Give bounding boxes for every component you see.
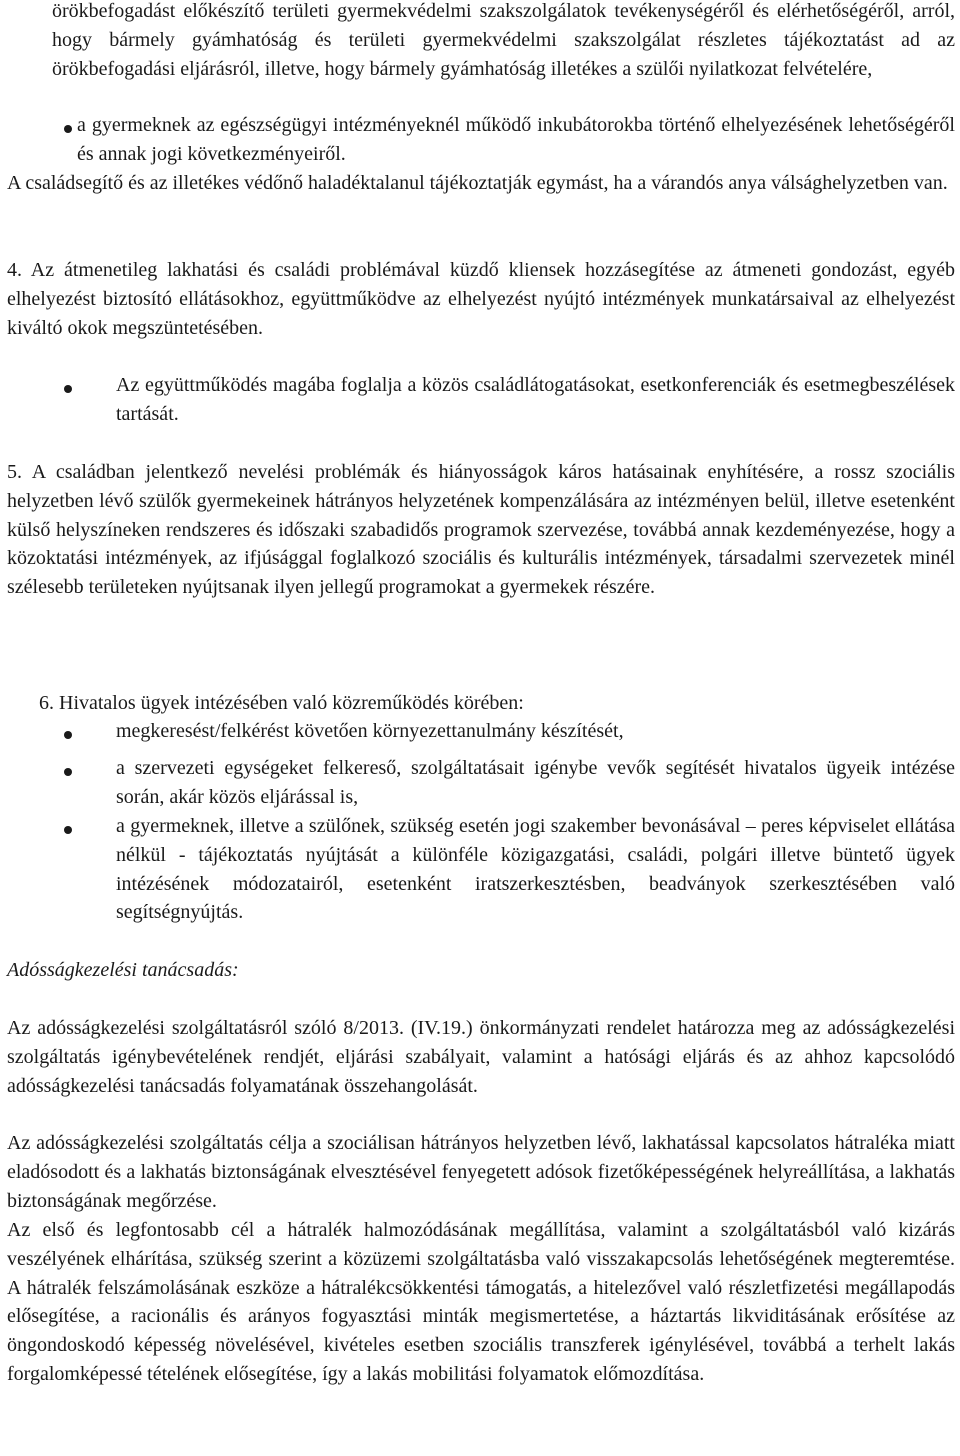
item-6-heading: 6. Hivatalos ügyek intézésében való közreműködés körében: [39, 692, 524, 714]
bullet-dot-icon [64, 731, 72, 739]
debt-paragraph-2: Az adósságkezelési szolgáltatás célja a szociálisan hátrányos helyzetben lévő, lakhatással kapcsolatos hátraléka miatt eladósodott és a lakhatás biztonságának elvesztésével fenyegetett adósok fizetőképességének helyreállítása, a lakhatás biztonságának megőrzése. [7, 1132, 955, 1212]
intro-bullet-item: a gyermeknek az egészségügyi intézményeknél működő inkubátorokba történő elhelyezésének lehetőségéről és annak jogi következményeiről. [77, 114, 955, 165]
item-5-paragraph: 5. A családban jelentkező nevelési problémák és hiányosságok káros hatásainak enyhítésére, a rossz szociális helyzetben lévő szülők gyermekeinek hátrányos helyzetének kompenzálására az intézményen belül, illetve esetenként külső helyszíneken rendszeres és időszaki szabadidős programok szervezése, továbbá annak kezdeményezése, hogy a közoktatási intézmények, az ifjúsággal foglalkozó szociális és kulturális intézmények, társadalmi szervezetek minél szélesebb területeken nyújtsanak ilyen jellegű programokat a gyermekek részére. [7, 461, 955, 599]
intro-continuation-paragraph: örökbefogadást előkészítő területi gyermekvédelmi szakszolgálatok tevékenységéről és elérhetőségéről, arról, hogy bármely gyámhatóság és területi gyermekvédelmi szakszolgálat részletes tájékoztatást ad az örökbefogadási eljárásról, illetve, hogy bármely gyámhatóság illetékes a szülői nyilatkozat felvételére, [52, 0, 955, 80]
debt-counseling-heading: Adósságkezelési tanácsadás: [7, 959, 239, 981]
item-4-paragraph: 4. Az átmenetileg lakhatási és családi problémával küzdő kliensek hozzásegítése az átmeneti gondozást, egyéb elhelyezést biztosító ellátásokhoz, együttműködve az elhelyezést nyújtó intézmények munkatársaival az elhelyezést kiváltó okok megszüntetésében. [7, 259, 955, 339]
item-4-bullet-item: Az együttműködés magába foglalja a közös családlátogatásokat, esetkonferenciák és esetmegbeszélések tartását. [116, 374, 955, 425]
bullet-dot-icon [64, 768, 72, 776]
bullet-dot-icon [64, 385, 72, 393]
intro-paragraph: A családsegítő és az illetékes védőnő haladéktalanul tájékoztatják egymást, ha a várandós anya válsághelyzetben van. [7, 172, 948, 194]
item-6-bullet-3: a gyermeknek, illetve a szülőnek, szükség esetén jogi szakember bevonásával – peres képviselet ellátása nélkül - tájékoztatás nyújtását a különféle közigazgatási, családi, polgári illetve büntető ügyek intézésének módozatairól, esetenként iratszerkesztésben, beadványok szerkesztésében való segítségnyújtás. [116, 815, 955, 924]
debt-paragraph-1: Az adósságkezelési szolgáltatásról szóló 8/2013. (IV.19.) önkormányzati rendelet határozza meg az adósságkezelési szolgáltatás igénybevételének rendjét, eljárási szabályait, valamint a hatósági eljárás és az ahhoz kapcsolódó adósságkezelési tanácsadás folyamatának összehangolását. [7, 1017, 955, 1097]
debt-paragraph-3: Az első és legfontosabb cél a hátralék halmozódásának megállítása, valamint a szolgáltatásból való kizárás veszélyének elhárítása, szükség szerint a közüzemi szolgáltatásba való visszakapcsolás lehetőségének megteremtése. A hátralék felszámolásának eszköze a hátralékcsökkentési támogatás, a hitelezővel való részletfizetési megállapodás elősegítése, a racionális és arányos fogyasztási minták megismertetése, a háztartás likviditásának erősítése az öngondoskodó képesség növelésével, kivételes esetben szociális transzferek igénylésével, továbbá a terhelt lakás forgalomképessé tételének elősegítése, így a lakás mobilitási folyamatok előmozdítása. [7, 1219, 955, 1385]
item-6-bullet-1: megkeresést/felkérést követően környezettanulmány készítését, [116, 720, 624, 742]
bullet-dot-icon [64, 826, 72, 834]
item-6-bullet-2: a szervezeti egységeket felkereső, szolgáltatásait igénybe vevők segítését hivatalos ügyeik intézése során, akár közös eljárással is, [116, 757, 955, 808]
bullet-dot-icon [64, 125, 72, 133]
